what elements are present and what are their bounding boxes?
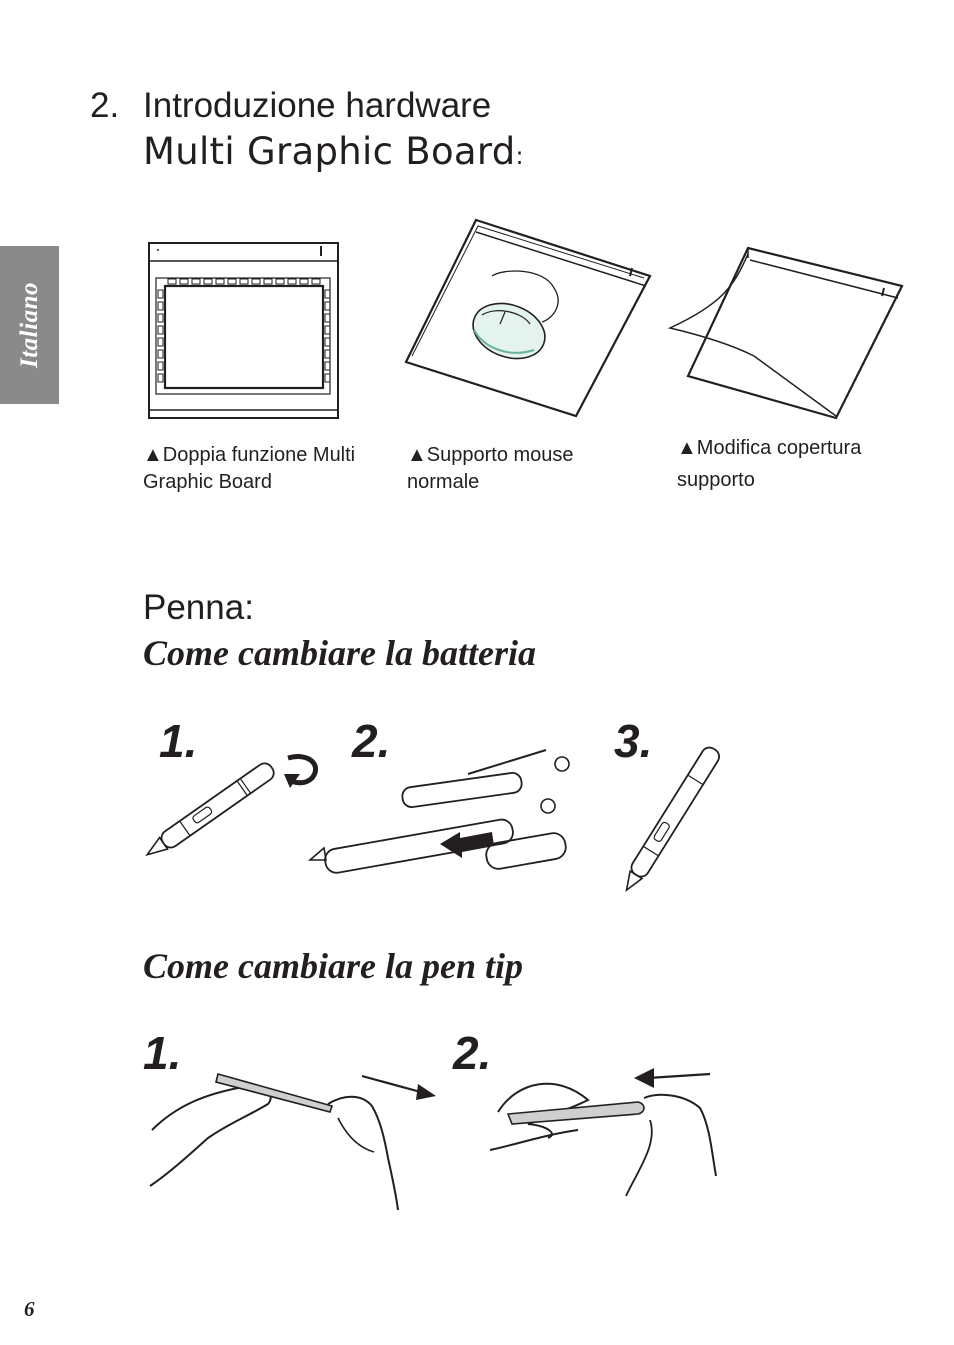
pen-disassembled-illustration: [310, 748, 580, 874]
tablet-mouse-illustration: [404, 218, 654, 418]
language-side-tab: [0, 246, 59, 404]
section-number: 2.: [90, 86, 120, 125]
pen-tip-step-1-label: 1.: [143, 1027, 182, 1079]
battery-step-2-label: 2.: [352, 715, 391, 767]
tablet-template-illustration: [148, 242, 340, 420]
section-subtitle: [143, 130, 524, 173]
pen-tip-remove-illustration: [148, 1064, 440, 1214]
pen-tip-step-2-label: 2.: [453, 1027, 492, 1079]
pen-twist-illustration: [140, 752, 330, 864]
language-label: Italiano: [15, 282, 43, 368]
figure-caption-mouse-support: ▲Supporto mouse normale: [407, 444, 574, 493]
figure-caption-cover-change: ▲Modifica copertura supporto: [677, 437, 862, 491]
figure-caption-dual-function: ▲Doppia funzione Multi Graphic Board: [143, 444, 356, 493]
battery-step-1-label: 1.: [159, 715, 198, 767]
battery-step-3-label: 3.: [614, 715, 653, 767]
pen-heading: Penna:: [143, 588, 254, 627]
subtitle-text: Multi Graphic Board: [143, 130, 516, 173]
pen-tip-section-title: Come cambiare la pen tip: [143, 946, 523, 986]
pen-assembled-illustration: [612, 742, 736, 890]
section-title: Introduzione hardware: [143, 86, 492, 125]
subtitle-colon: :: [515, 142, 524, 170]
pen-tip-insert-illustration: [488, 1064, 722, 1206]
page-number: 6: [24, 1297, 35, 1321]
tablet-cover-illustration: [664, 246, 904, 422]
battery-section-title: Come cambiare la batteria: [143, 633, 536, 673]
